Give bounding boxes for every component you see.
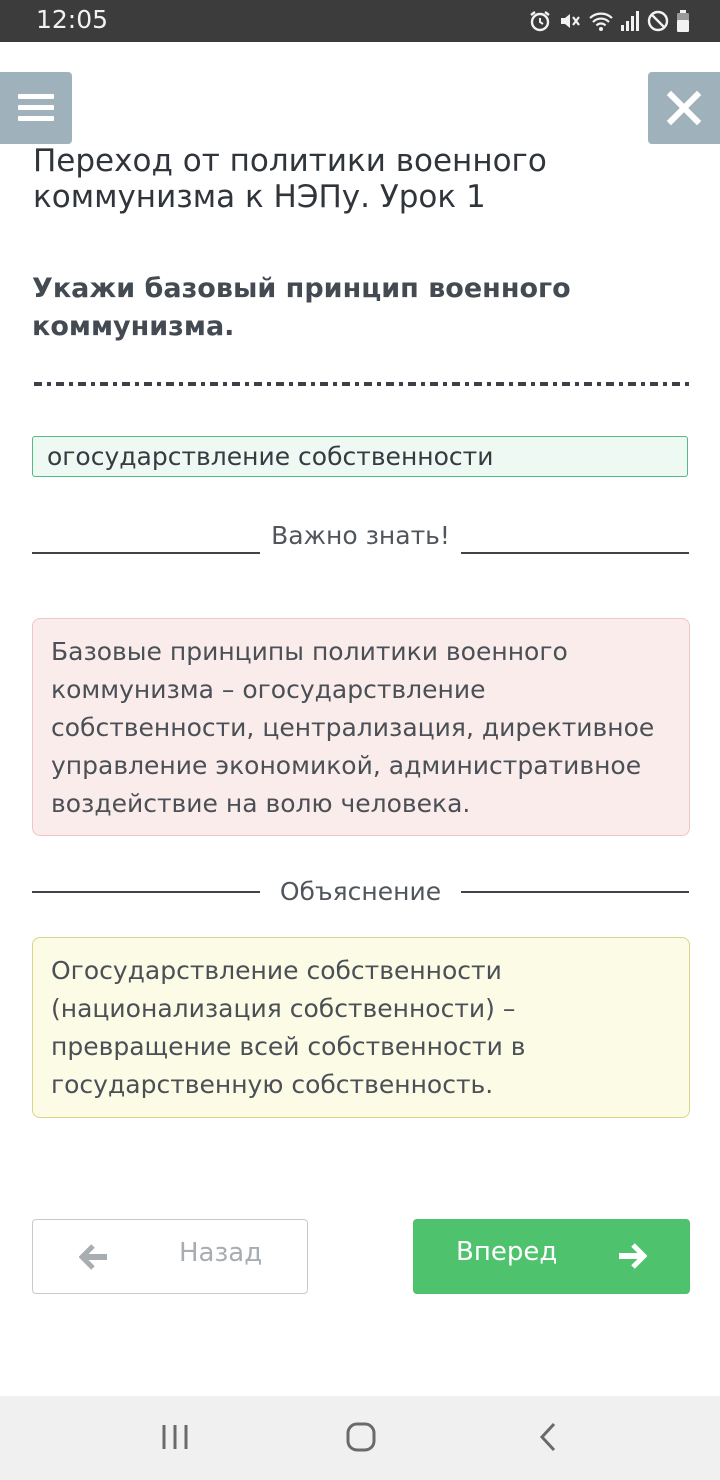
next-button[interactable]: [413, 1219, 690, 1294]
status-time: 12:05: [36, 5, 109, 34]
recent-apps-icon[interactable]: [158, 1420, 192, 1454]
battery-icon: [676, 9, 690, 33]
do-not-disturb-icon: [646, 9, 670, 33]
answer-field[interactable]: огосударствление собственности: [32, 436, 688, 477]
system-nav-bar: [0, 1396, 720, 1480]
arrow-right-icon: [617, 1241, 647, 1271]
back-button[interactable]: [32, 1219, 308, 1294]
back-icon[interactable]: [532, 1420, 566, 1454]
important-divider: [32, 517, 688, 597]
status-bar: [0, 0, 720, 42]
important-label: Важно знать!: [271, 521, 450, 550]
home-icon[interactable]: [344, 1420, 378, 1454]
back-button-label: Назад: [179, 1238, 263, 1268]
explanation-box: Огосударствление собственности (национализация собственности) – превращение всей собственности в государственную собственность.: [32, 937, 690, 1118]
explanation-label: Объяснение: [279, 877, 442, 906]
important-info-box: Базовые принципы политики военного коммунизма – огосударствление собственности, централизация, директивное управление экономикой, административное воздействие на волю человека.: [32, 618, 690, 836]
close-button[interactable]: [648, 72, 720, 144]
divider-line-left: [32, 552, 260, 554]
wifi-icon: [588, 9, 614, 33]
next-button-label: Вперед: [456, 1237, 558, 1267]
divider-line-left: [32, 891, 260, 893]
question-text: Укажи базовый принцип военного коммунизма.: [32, 273, 571, 342]
status-icons: [528, 8, 690, 34]
page-title: Переход от политики военного коммунизма к НЭПу. Урок 1: [33, 143, 547, 215]
explanation-divider: [32, 872, 688, 912]
alarm-icon: [528, 9, 552, 33]
arrow-left-icon: [79, 1242, 109, 1272]
answer-separator: [34, 382, 690, 386]
menu-icon: [16, 88, 56, 128]
divider-line-right: [461, 552, 689, 554]
mute-icon: [558, 9, 582, 33]
close-icon: [664, 88, 704, 128]
divider-line-right: [461, 891, 689, 893]
menu-button[interactable]: [0, 72, 72, 144]
signal-icon: [620, 9, 640, 33]
